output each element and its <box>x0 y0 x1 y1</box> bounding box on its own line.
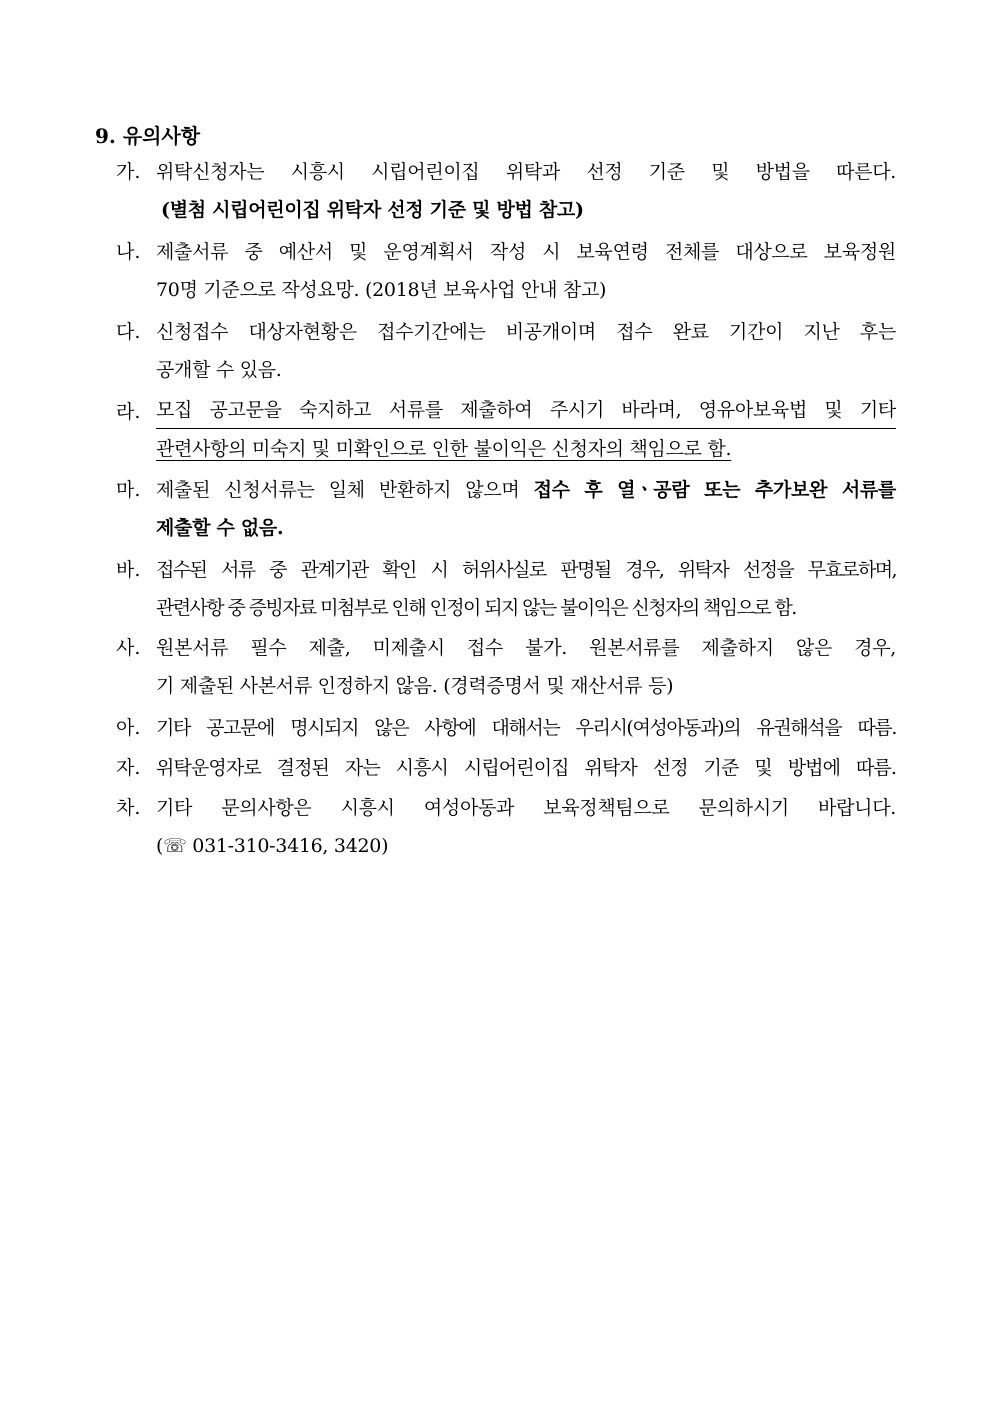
notice-item-ra <box>116 393 896 467</box>
item-line-underlined <box>156 432 896 467</box>
item-marker: 차. <box>116 797 141 819</box>
item-line-text: 제출된 신청서류는 일체 반환하지 않으며 <box>156 479 534 501</box>
item-marker: 바. <box>116 559 141 581</box>
item-line-text: 관련사항의 미숙지 및 미확인으로 인한 불이익은 신청자의 책임으로 함. <box>156 438 732 460</box>
item-line: 신청접수 대상자현황은 접수기간에는 비공개이며 접수 완료 기간이 지난 후는 <box>156 321 896 343</box>
item-line: 기타 문의사항은 시흥시 여성아동과 보육정책팀으로 문의하시기 바랍니다. <box>156 797 896 819</box>
item-marker: 다. <box>116 321 141 343</box>
notice-item-sa <box>116 629 896 705</box>
notice-item-ga <box>116 153 896 229</box>
item-line: 접수된 서류 중 관계기관 확인 시 허위사실로 판명될 경우, 위탁자 선정을 무효로하며, <box>156 559 896 581</box>
notice-item-ja <box>116 749 896 787</box>
notice-item-a <box>116 709 896 747</box>
item-line: 위탁운영자로 결정된 자는 시흥시 시립어린이집 위탁자 선정 기준 및 방법에 따름. <box>156 757 896 779</box>
item-line: 기 제출된 사본서류 인정하지 않음. (경력증명서 및 재산서류 등) <box>156 675 674 697</box>
item-marker: 라. <box>116 401 141 423</box>
notice-item-ba <box>116 551 896 627</box>
item-marker: 마. <box>116 479 141 501</box>
item-line-reference: (별첨 시립어린이집 위탁자 선정 기준 및 방법 참고) <box>161 199 584 221</box>
item-marker: 사. <box>116 637 141 659</box>
notice-item-na <box>116 233 896 309</box>
item-marker: 아. <box>116 717 141 739</box>
item-marker: 나. <box>116 241 141 263</box>
item-line: 기타 공고문에 명시되지 않은 사항에 대해서는 우리시(여성아동과)의 유권해석을 따름. <box>156 717 896 739</box>
item-line: 원본서류 필수 제출, 미제출시 접수 불가. 원본서류를 제출하지 않은 경우, <box>156 637 896 659</box>
item-line-emphasis: 제출할 수 없음. <box>156 517 284 539</box>
item-line: 70명 기준으로 작성요망. (2018년 보육사업 안내 참고) <box>156 279 607 301</box>
notice-item-ma <box>116 471 896 547</box>
contact-phone: (☏ 031-310-3416, 3420) <box>156 835 389 857</box>
item-line: 위탁신청자는 시흥시 시립어린이집 위탁과 선정 기준 및 방법을 따른다. <box>156 161 896 183</box>
item-line: 관련사항 중 증빙자료 미첨부로 인해 인정이 되지 않는 불이익은 신청자의 책임으로 함. <box>156 597 796 619</box>
item-line: 공개할 수 있음. <box>156 359 282 381</box>
item-line-emphasis: 접수 후 열ㆍ공람 또는 추가보완 서류를 <box>533 479 896 501</box>
notice-item-da <box>116 313 896 389</box>
item-line: 제출서류 중 예산서 및 운영계획서 작성 시 보육연령 전체를 대상으로 보육정원 <box>156 241 896 263</box>
item-marker: 가. <box>116 161 141 183</box>
item-marker: 자. <box>116 757 141 779</box>
item-line <box>156 471 896 509</box>
section-title: 9. 유의사항 <box>95 124 201 148</box>
item-line-text: 모집 공고문을 숙지하고 서류를 제출하여 주시기 바라며, 영유아보육법 및 기타 <box>156 399 896 421</box>
item-line-underlined <box>156 393 896 429</box>
notice-item-cha <box>116 789 896 865</box>
